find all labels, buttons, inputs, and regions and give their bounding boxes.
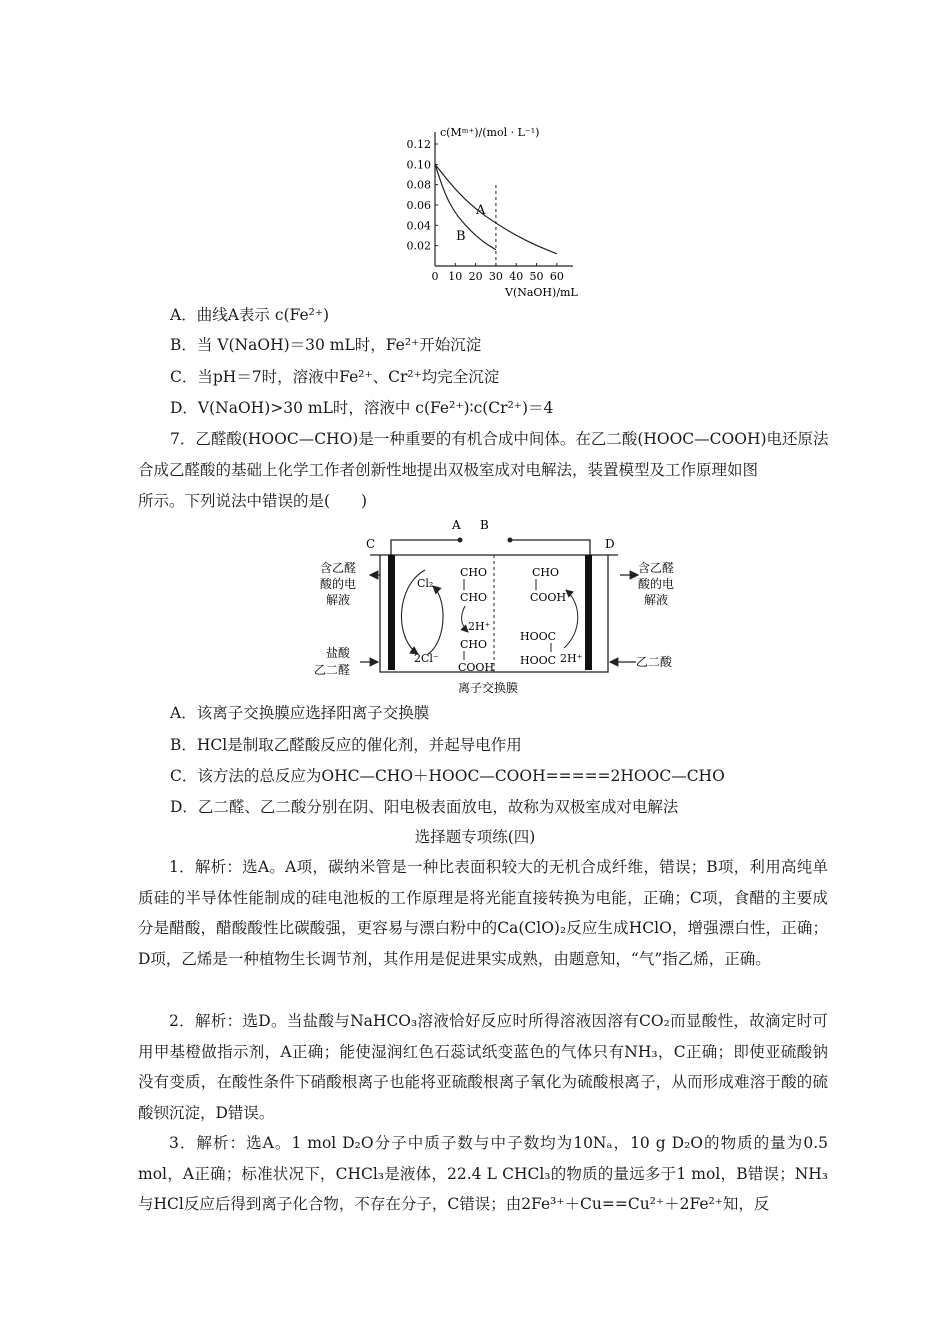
left-outlet-text-1: 含乙醛 xyxy=(320,561,357,575)
chart-axes xyxy=(435,132,573,266)
chart-y-tick-label: 0.10 xyxy=(406,158,431,172)
chart-x-tick-label: 10 xyxy=(448,270,463,283)
membrane-label: 离子交换膜 xyxy=(458,681,519,695)
right-outlet-text-3: 解液 xyxy=(644,593,669,607)
q7-option-a: A．该离子交换膜应选择阳离子交换膜 xyxy=(170,704,430,722)
chart-x-tick-label: 0 xyxy=(431,270,439,283)
left-glyoxal-top: CHO xyxy=(460,566,488,579)
right-oxalic-bottom: HOOC xyxy=(520,654,557,667)
right-inlet-text: 乙二酸 xyxy=(636,655,673,669)
left-outlet-text-3: 解液 xyxy=(326,593,351,607)
answer-3: 3．解析：选A。1 mol D₂O分子中质子数与中子数均为10Nₐ，10 g D₂O的物质的量为0.5 mol，A正确；标准状况下，CHCl₃是液体，22.4 L CHCl₃的物质的量远多于1 mol，B错误；NH₃与HCl反应后得到离子化合物，不存在分子，C错误；由2Fe³⁺＋Cu==Cu²⁺＋2Fe²⁺知，反 xyxy=(138,1134,828,1213)
right-product-bottom: COOH xyxy=(530,591,567,604)
electrode-d xyxy=(585,555,592,670)
electrode-c-label: C xyxy=(366,537,376,551)
answer-1: 1．解析：选A。A项，碳纳米管是一种比表面积较大的无机合成纤维，错误；B项，利用高纯单质硅的半导体性能制成的硅电池板的工作原理是将光能直接转换为电能，正确；C项，食醋的主要成分是醋酸，醋酸酸性比碳酸强，更容易与漂白粉中的Ca(ClO)₂反应生成HClO，增强漂白性，正确；D项，乙烯是一种植物生长调节剂，其作用是促进果实成熟，由题意知，“气”指乙烯，正确。 xyxy=(138,858,828,968)
chart-series xyxy=(435,164,557,266)
chart-series-label-a: A xyxy=(476,203,486,218)
terminal-b-label: B xyxy=(480,518,489,532)
electrode-c xyxy=(388,555,395,670)
cl2-label: Cl₂ xyxy=(417,577,434,590)
left-product-bottom: COOH xyxy=(458,661,495,674)
chart-y-axis-label: c(Mᵐ⁺)/(mol · L⁻¹) xyxy=(440,126,540,139)
right-oxalic-top: HOOC xyxy=(520,630,557,643)
concentration-chart xyxy=(395,120,585,302)
chart-x-tick-label: 30 xyxy=(488,270,503,283)
chart-y-tick-label: 0.08 xyxy=(406,178,431,192)
left-inlet-text-1: 盐酸 xyxy=(326,646,351,660)
q7-stem-line-3: 所示。下列说法中错误的是( ) xyxy=(138,492,368,510)
external-circuit-wire xyxy=(391,540,590,555)
terminal-a-label: A xyxy=(452,518,461,532)
left-glyoxal-bottom: CHO xyxy=(460,591,488,604)
chart-y-tick-label: 0.12 xyxy=(406,138,431,151)
chart-series-label-b: B xyxy=(456,229,466,244)
cl-minus-label: 2Cl⁻ xyxy=(414,652,439,665)
right-outlet-text-2: 酸的电 xyxy=(638,577,675,591)
q7-option-d: D．乙二醛、乙二酸分别在阴、阳电极表面放电，故称为双极室成对电解法 xyxy=(170,798,679,816)
electrode-d-label: D xyxy=(605,537,615,551)
chart-x-tick-label: 50 xyxy=(529,270,544,283)
left-inlet-text-2: 乙二醛 xyxy=(314,663,351,677)
chart-x-tick-label: 60 xyxy=(549,270,564,283)
section-title: 选择题专项练(四) xyxy=(414,828,536,846)
right-h-plus: 2H⁺ xyxy=(560,652,583,665)
chart-y-tick-label: 0.04 xyxy=(406,219,431,233)
right-outlet-text-1: 含乙醛 xyxy=(638,561,675,575)
terminal-a xyxy=(458,538,463,543)
answer-2: 2．解析：选D。当盐酸与NaHCO₃溶液恰好反应时所得溶液因溶有CO₂而显酸性，故滴定时可用甲基橙做指示剂，A正确；能使湿润红色石蕊试纸变蓝色的气体只有NH₃，C正确；即使亚硫酸钠没有变质，在酸性条件下硝酸根离子也能将亚硫酸根离子氧化为硫酸根离子，从而形成难溶于酸的硫酸钡沉淀，D错误。 xyxy=(138,1012,828,1122)
chart-x-tick-label: 20 xyxy=(468,270,483,283)
q7-stem-line-1: 7．乙醛酸(HOOC—CHO)是一种重要的有机合成中间体。在乙二酸(HOOC—COOH)电还原法 xyxy=(170,430,829,448)
q6-option-a: A．曲线A表示 c(Fe²⁺) xyxy=(170,306,330,324)
right-product-top: CHO xyxy=(532,566,560,579)
q6-option-b: B．当 V(NaOH)＝30 mL时，Fe²⁺开始沉淀 xyxy=(170,336,482,354)
oxalic-reduction-arrow xyxy=(564,590,578,648)
chart-y-tick-label: 0.06 xyxy=(406,199,431,212)
q7-stem-line-2: 合成乙醛酸的基础上化学工作者创新性地提出双极室成对电解法，装置模型及工作原理如图 xyxy=(138,461,759,479)
q7-option-c: C．该方法的总反应为OHC—CHO＋HOOC—COOH=====2HOOC—CHO xyxy=(170,767,725,785)
chart-x-tick-label: 40 xyxy=(509,270,524,283)
q6-option-d: D．V(NaOH)>30 mL时，溶液中 c(Fe²⁺)∶c(Cr²⁺)＝4 xyxy=(170,399,554,417)
q7-option-b: B．HCl是制取乙醛酸反应的催化剂，并起导电作用 xyxy=(170,736,522,754)
chart-y-tick-label: 0.02 xyxy=(406,239,431,253)
chart-x-axis-label: V(NaOH)/mL xyxy=(505,286,578,299)
cl-cycle-arrow-up xyxy=(428,586,443,654)
left-h-plus: 2H⁺ xyxy=(468,620,491,633)
left-product-top: CHO xyxy=(460,638,488,651)
electrolysis-diagram xyxy=(300,514,690,702)
q6-option-c: C．当pH＝7时，溶液中Fe²⁺、Cr²⁺均完全沉淀 xyxy=(170,368,500,386)
left-outlet-text-2: 酸的电 xyxy=(320,577,357,591)
terminal-b xyxy=(508,538,513,543)
